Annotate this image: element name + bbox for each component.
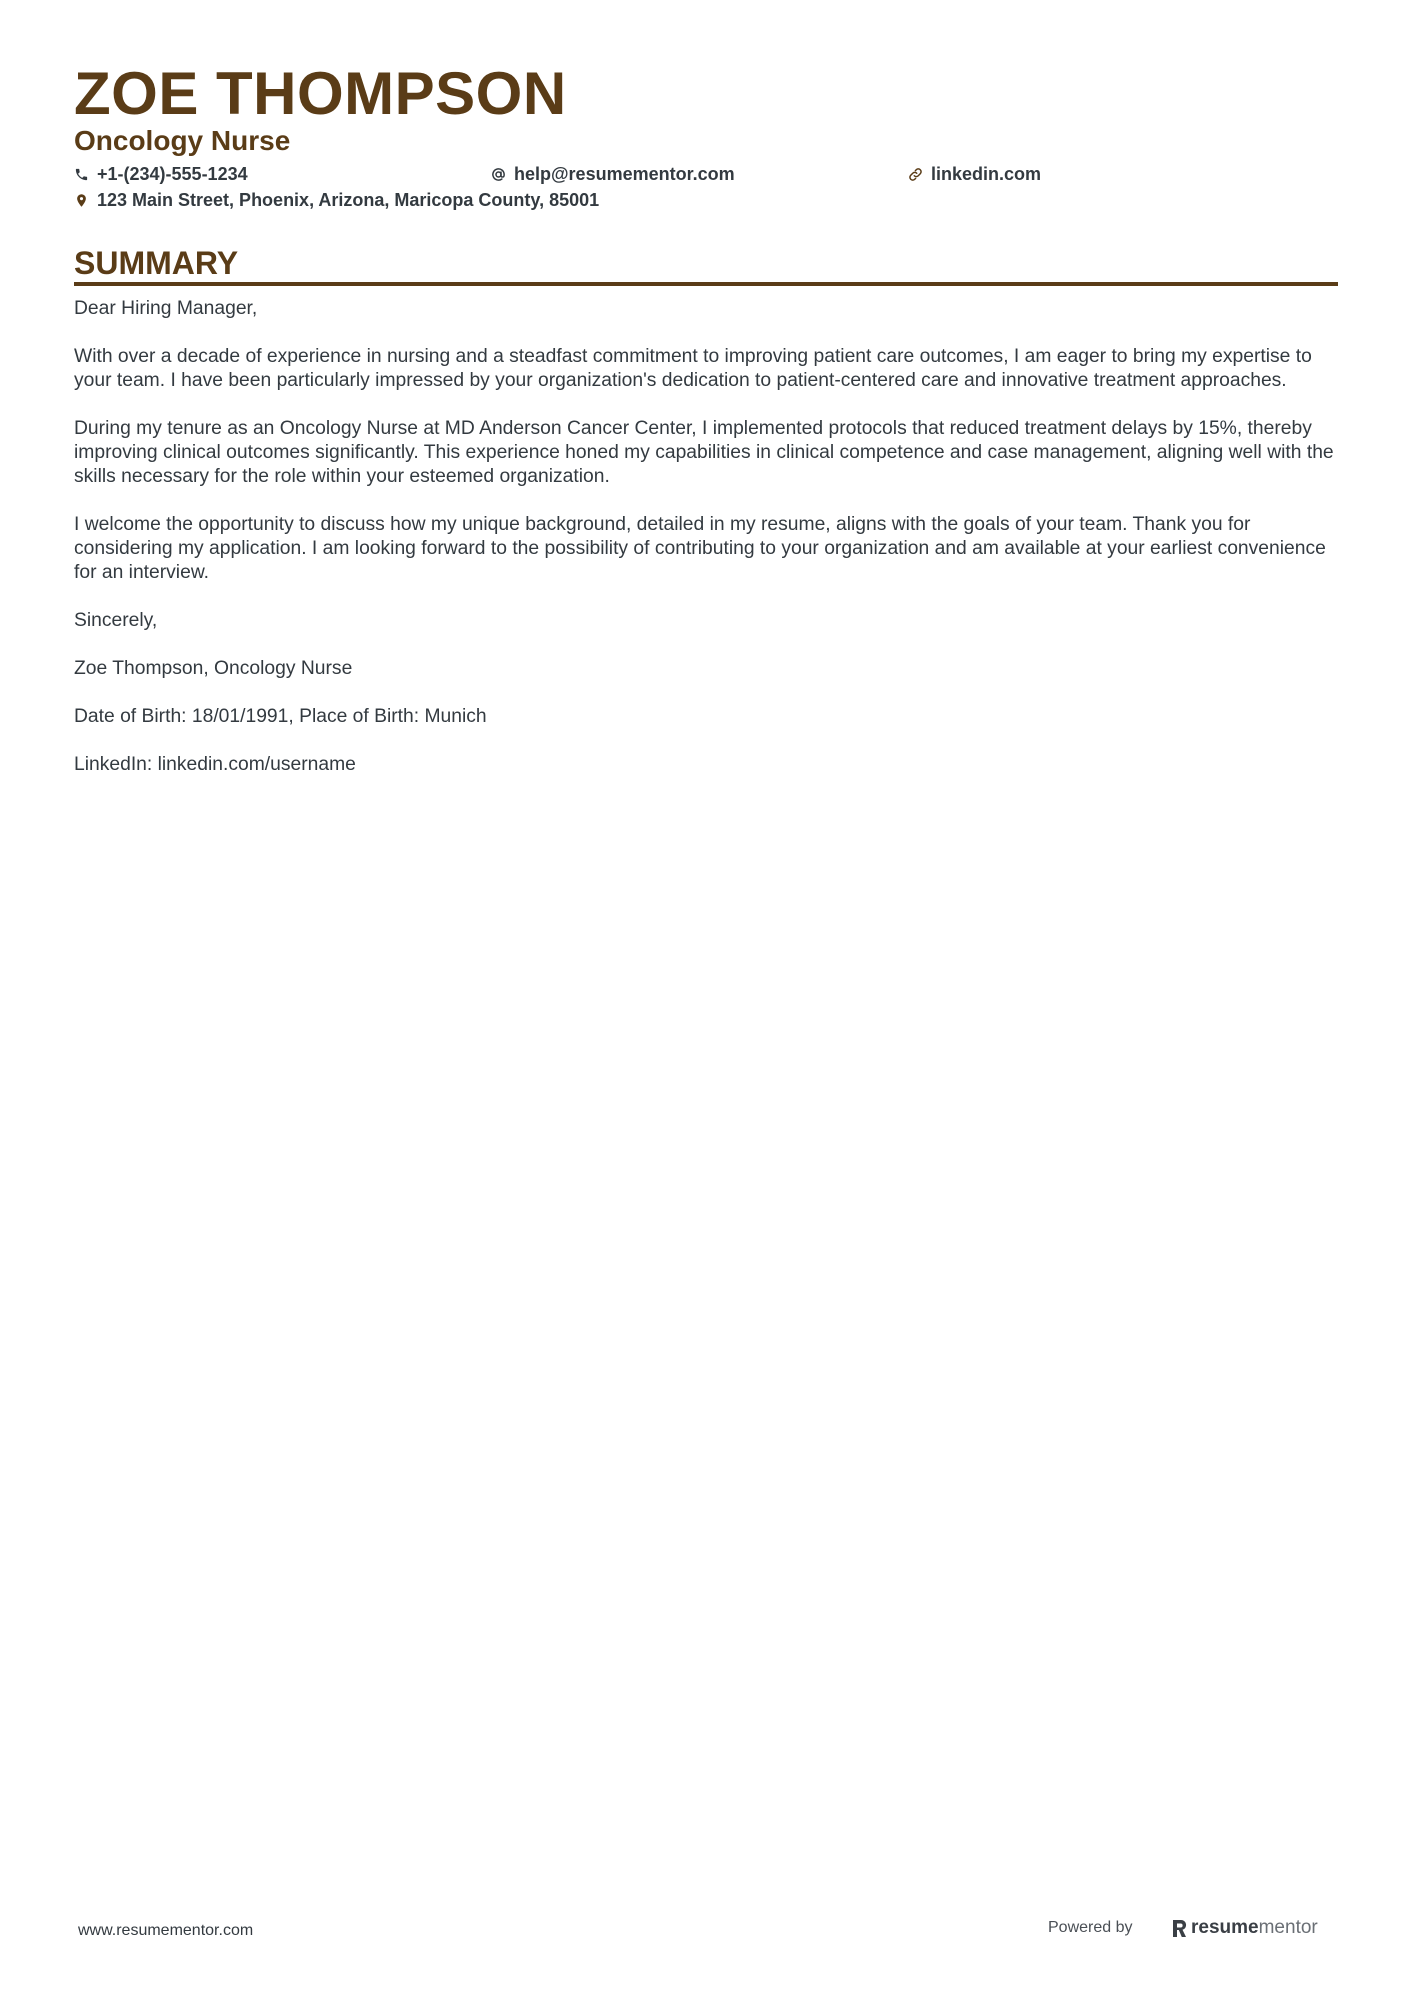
powered-by-label: Powered by (1048, 1919, 1133, 1936)
logo-text-mentor: mentor (1258, 1917, 1318, 1938)
contact-address (74, 189, 599, 211)
signature: Zoe Thompson, Oncology Nurse (74, 658, 353, 679)
salutation: Dear Hiring Manager, (74, 298, 258, 319)
letter-body (74, 297, 1338, 801)
email-text: help@resumementor.com (514, 164, 735, 184)
contact-phone (74, 163, 248, 185)
link-text: linkedin.com (931, 164, 1042, 184)
candidate-name: ZOE THOMPSON (74, 60, 567, 127)
summary-heading: SUMMARY (74, 245, 239, 281)
resumementor-logo[interactable] (1172, 1917, 1318, 1939)
letter-paragraph: I welcome the opportunity to discuss how my unique background, detailed in my resume, aligns with the goals of your team. Thank you for considering my application. I am looking forward to the possibility of contributing to your organization and am available at your earliest convenience for an interview. (74, 514, 1326, 583)
logo-text-resume: resume (1191, 1917, 1259, 1938)
closing: Sincerely, (74, 610, 158, 631)
resumementor-logo-icon (1172, 1919, 1187, 1938)
at-icon (491, 167, 506, 182)
letter-paragraph: With over a decade of experience in nursing and a steadfast commitment to improving patient care outcomes, I am eager to bring my expertise to your team. I have been particularly impressed by your organization's dedication to patient-centered care and innovative treatment approaches. (74, 346, 1312, 391)
link-icon (908, 167, 923, 182)
job-title: Oncology Nurse (74, 125, 291, 156)
contact-email (491, 163, 735, 185)
footer-website[interactable]: www.resumementor.com (78, 1922, 254, 1939)
phone-icon (74, 167, 89, 182)
birth-details: Date of Birth: 18/01/1991, Place of Birth: Munich (74, 706, 487, 727)
address-text: 123 Main Street, Phoenix, Arizona, Maricopa County, 85001 (97, 190, 600, 210)
letter-paragraph: During my tenure as an Oncology Nurse at MD Anderson Cancer Center, I implemented protocols that reduced treatment delays by 15%, thereby improving clinical outcomes significantly. This experience honed my capabilities in clinical competence and case management, aligning well with the skills necessary for the role within your esteemed organization. (74, 418, 1334, 487)
phone-text: +1-(234)-555-1234 (97, 164, 248, 184)
linkedin-line: LinkedIn: linkedin.com/username (74, 754, 356, 775)
section-divider (74, 282, 1338, 286)
location-pin-icon (74, 193, 89, 208)
contact-link (908, 163, 1041, 185)
